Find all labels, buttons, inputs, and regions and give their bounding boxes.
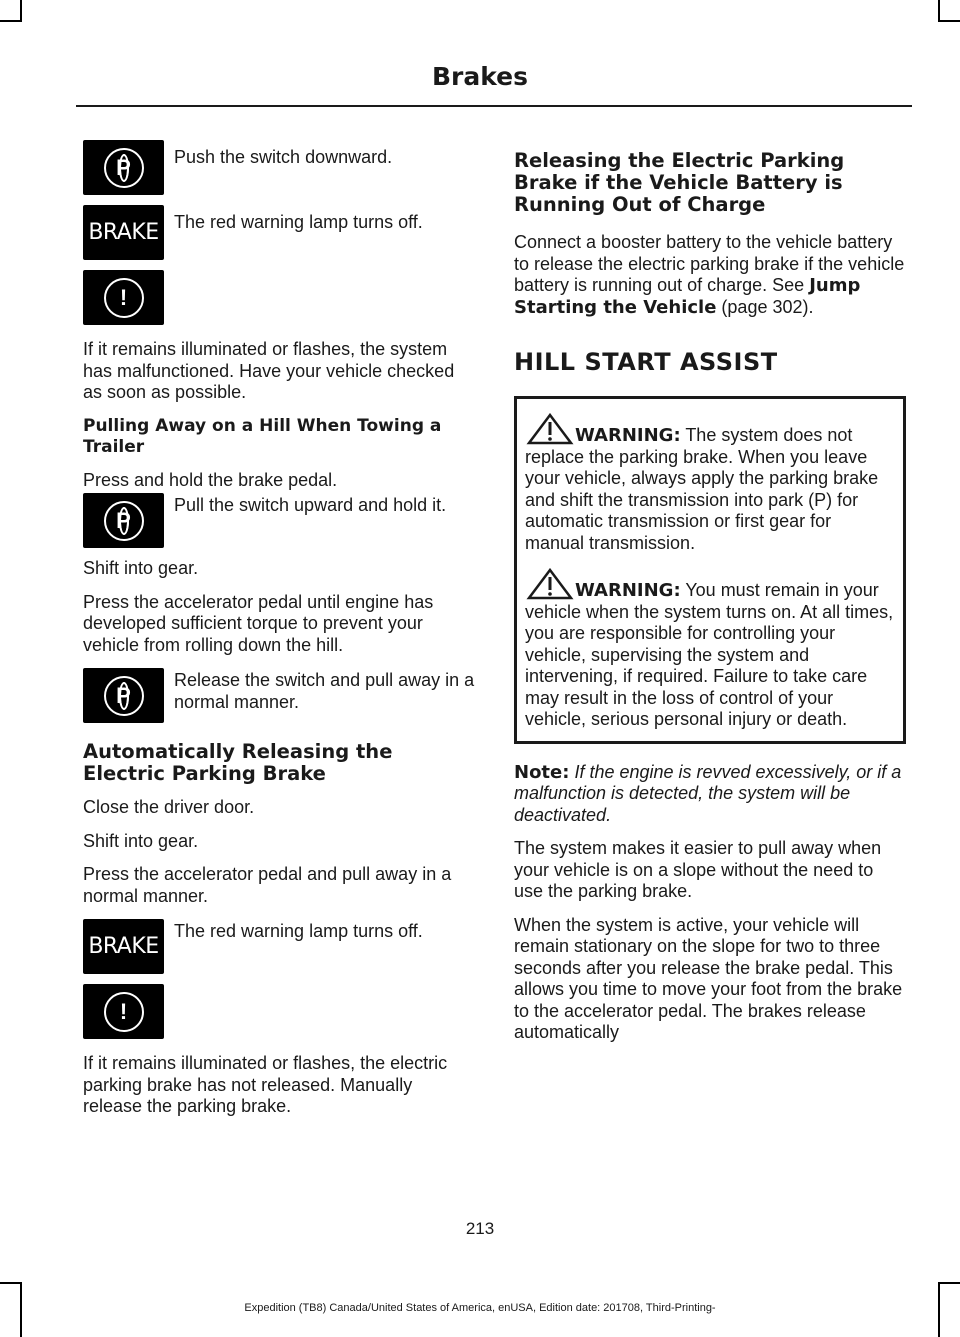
warning-triangle-icon: [525, 568, 575, 600]
step-release-switch: [83, 668, 475, 723]
crop-mark-top-right: [938, 0, 940, 22]
step-lamp-off: [83, 919, 475, 974]
page-title: Brakes: [431, 62, 529, 91]
parking-brake-icon: P: [83, 668, 164, 723]
brake-system-warning-icon: !: [83, 270, 164, 325]
jump-start-link[interactable]: Jump Starting the Vehicle: [514, 275, 861, 318]
note-text: Note: If the engine is revved excessively, or if a malfunction is detected, the system will be deactivated.: [514, 761, 902, 825]
crop-mark-bottom-left-h: [0, 1282, 22, 1284]
accelerator-pull-text: Press the accelerator pedal and pull away in a normal manner.: [83, 864, 452, 906]
step-text: Pull the switch upward and hold it.: [174, 495, 447, 515]
not-released-text: If it remains illuminated or flashes, the electric parking brake has not released. Manually release the parking brake.: [83, 1053, 448, 1116]
header-divider: [76, 105, 912, 107]
crop-mark-top-right-h: [938, 20, 960, 22]
malfunction-text: If it remains illuminated or flashes, the system has malfunctioned. Have your vehicle checked as soon as possible.: [83, 339, 455, 402]
parking-brake-icon: P: [83, 140, 164, 195]
brake-warning-icon: BRAKE: [83, 919, 164, 974]
shift-gear-text: Shift into gear.: [83, 558, 199, 578]
easier-text: The system makes it easier to pull away when your vehicle is on a slope without the need to use the parking brake.: [514, 838, 882, 901]
step-push-down: [83, 140, 475, 195]
press-hold-text: Press and hold the brake pedal.: [83, 469, 338, 490]
warning-triangle-icon: [525, 413, 575, 445]
warning-box: [514, 396, 906, 744]
brake-warning-icon: BRAKE: [83, 205, 164, 260]
towing-heading: Pulling Away on a Hill When Towing a Trailer: [83, 415, 442, 457]
crop-mark-bottom-right-h: [938, 1282, 960, 1284]
shift-gear-text: Shift into gear.: [83, 830, 199, 851]
hill-start-assist-heading: HILL START ASSIST: [514, 348, 778, 376]
parking-brake-icon: P: [83, 493, 164, 548]
crop-mark-top-left: [20, 0, 22, 22]
close-door-text: Close the driver door.: [83, 797, 255, 817]
brake-system-icon-row: [83, 270, 475, 325]
brake-system-warning-icon: !: [83, 984, 164, 1039]
right-column: [514, 150, 906, 1056]
left-column: [83, 140, 475, 1130]
battery-heading: Releasing the Electric Parking Brake if the Vehicle Battery is Running Out of Charge: [514, 149, 845, 216]
step-text: The red warning lamp turns off.: [174, 212, 423, 232]
auto-release-heading: Automatically Releasing the Electric Parking Brake: [83, 740, 393, 785]
active-text: When the system is active, your vehicle will remain stationary on the slope for two to three seconds after you release the brake pedal. This allows you time to move your foot from the brake to the accelerator pedal. The brakes release automatically: [514, 914, 903, 1042]
page-number: 213: [465, 1219, 495, 1238]
footer-text: Expedition (TB8) Canada/United States of America, enUSA, Edition date: 201708, Third-Printing-: [244, 1302, 716, 1314]
step-pull-up: [83, 493, 475, 548]
step-text: The red warning lamp turns off.: [174, 921, 423, 941]
warning-2: WARNING: You must remain in your vehicle when the system turns on. At all times, you are responsible for controlling your vehicle, supervising the system and intervening, if required. Failure to take care may result in the loss of control of your vehicle, serious personal injury or death.: [525, 568, 895, 731]
step-lamp-off: [83, 205, 475, 260]
step-text: Release the switch and pull away in a normal manner.: [174, 670, 475, 712]
accelerator-torque-text: Press the accelerator pedal until engine has developed sufficient torque to prevent your vehicle from rolling down the hill.: [83, 591, 434, 655]
brake-system-icon-row: [83, 984, 475, 1039]
step-text: Push the switch downward.: [174, 147, 393, 167]
battery-text: Connect a booster battery to the vehicle battery to release the electric parking brake if the vehicle battery is running out of charge. See Jump Starting the Vehicle (page 302).: [514, 232, 905, 318]
crop-mark-top-left-h: [0, 20, 22, 22]
warning-1: WARNING: The system does not replace the parking brake. When you leave your vehicle, always apply the parking brake and shift the transmission into park (P) for automatic transmission or first gear for manual transmission.: [525, 413, 895, 554]
